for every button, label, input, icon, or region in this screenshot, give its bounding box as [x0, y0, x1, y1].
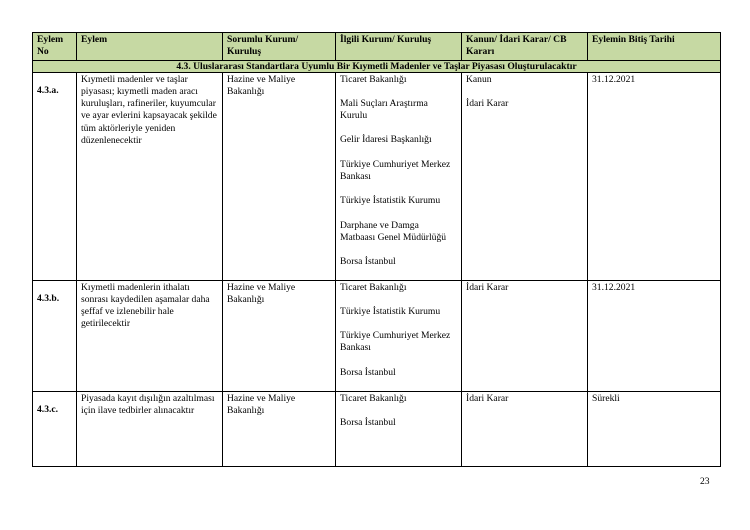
related-institutions: [336, 72, 462, 280]
header-deadline: Eylemin Bitiş Tarihi: [588, 33, 721, 61]
related-institution: Türkiye İstatistik Kurumu: [340, 195, 441, 207]
related-institution: Ticaret Bakanlığı: [340, 281, 407, 293]
action-plan-table: [32, 32, 721, 467]
related-institution: Borsa İstanbul: [340, 366, 396, 378]
related-institution: Borsa İstanbul: [340, 256, 396, 268]
header-responsible: Sorumlu Kurum/ Kuruluş: [223, 33, 336, 61]
related-institution: Borsa İstanbul: [340, 416, 396, 428]
deadline: Sürekli: [588, 391, 721, 466]
responsible-institution: Hazine ve Maliye Bakanlığı: [223, 391, 336, 466]
related-institution: Türkiye Cumhuriyet Merkez Bankası: [340, 330, 451, 354]
table-header-row: [33, 33, 721, 61]
legal-basis: [462, 72, 588, 280]
legal-basis: [462, 280, 588, 391]
responsible-institution: Hazine ve Maliye Bakanlığı: [223, 280, 336, 391]
related-institution: Ticaret Bakanlığı: [340, 392, 407, 404]
legal-basis-item: Kanun: [466, 73, 492, 85]
related-institution: Türkiye İstatistik Kurumu: [340, 305, 441, 317]
action-description: Kıymetli madenler ve taşlar piyasası; kıymetli maden aracı kuruluşları, rafineriler, kuyumcular ve ayar evlerini kapsayacak şekilde tüm aktörleriyle yeniden düzenlenecektir: [77, 72, 223, 280]
section-title-row: [33, 60, 721, 72]
table-row: [33, 72, 721, 280]
action-number: 4.3.c.: [33, 391, 77, 466]
related-institutions: [336, 280, 462, 391]
responsible-institution: Hazine ve Maliye Bakanlığı: [223, 72, 336, 280]
action-number: 4.3.b.: [33, 280, 77, 391]
legal-basis-item: İdari Karar: [466, 392, 509, 404]
header-law: Kanun/ İdari Karar/ CB Kararı: [462, 33, 588, 61]
header-related: İlgili Kurum/ Kuruluş: [336, 33, 462, 61]
related-institution: Gelir İdaresi Başkanlığı: [340, 134, 432, 146]
deadline: 31.12.2021: [588, 280, 721, 391]
legal-basis-item: İdari Karar: [466, 97, 509, 109]
header-action-no: Eylem No: [33, 33, 77, 61]
action-description: Piyasada kayıt dışılığın azaltılması için ilave tedbirler alınacaktır: [77, 391, 223, 466]
related-institutions: [336, 391, 462, 466]
legal-basis-item: İdari Karar: [466, 281, 509, 293]
related-institution: Ticaret Bakanlığı: [340, 73, 407, 85]
action-number: 4.3.a.: [33, 72, 77, 280]
header-action: Eylem: [77, 33, 223, 61]
related-institution: Mali Suçları Araştırma Kurulu: [340, 97, 428, 122]
table-row: [33, 391, 721, 466]
table-row: [33, 280, 721, 391]
related-institution: Darphane ve Damga Matbaası Genel Müdürlüğü: [340, 219, 447, 243]
section-title: 4.3. Uluslararası Standartlara Uyumlu Bir Kıymetli Madenler ve Taşlar Piyasası Oluşturulacaktır: [33, 60, 721, 72]
page-number: 23: [700, 476, 710, 487]
deadline: 31.12.2021: [588, 72, 721, 280]
legal-basis: [462, 391, 588, 466]
action-description: Kıymetli madenlerin ithalatı sonrası kaydedilen aşamalar daha şeffaf ve izlenebilir hale getirilecektir: [77, 280, 223, 391]
related-institution: Türkiye Cumhuriyet Merkez Bankası: [340, 158, 451, 183]
